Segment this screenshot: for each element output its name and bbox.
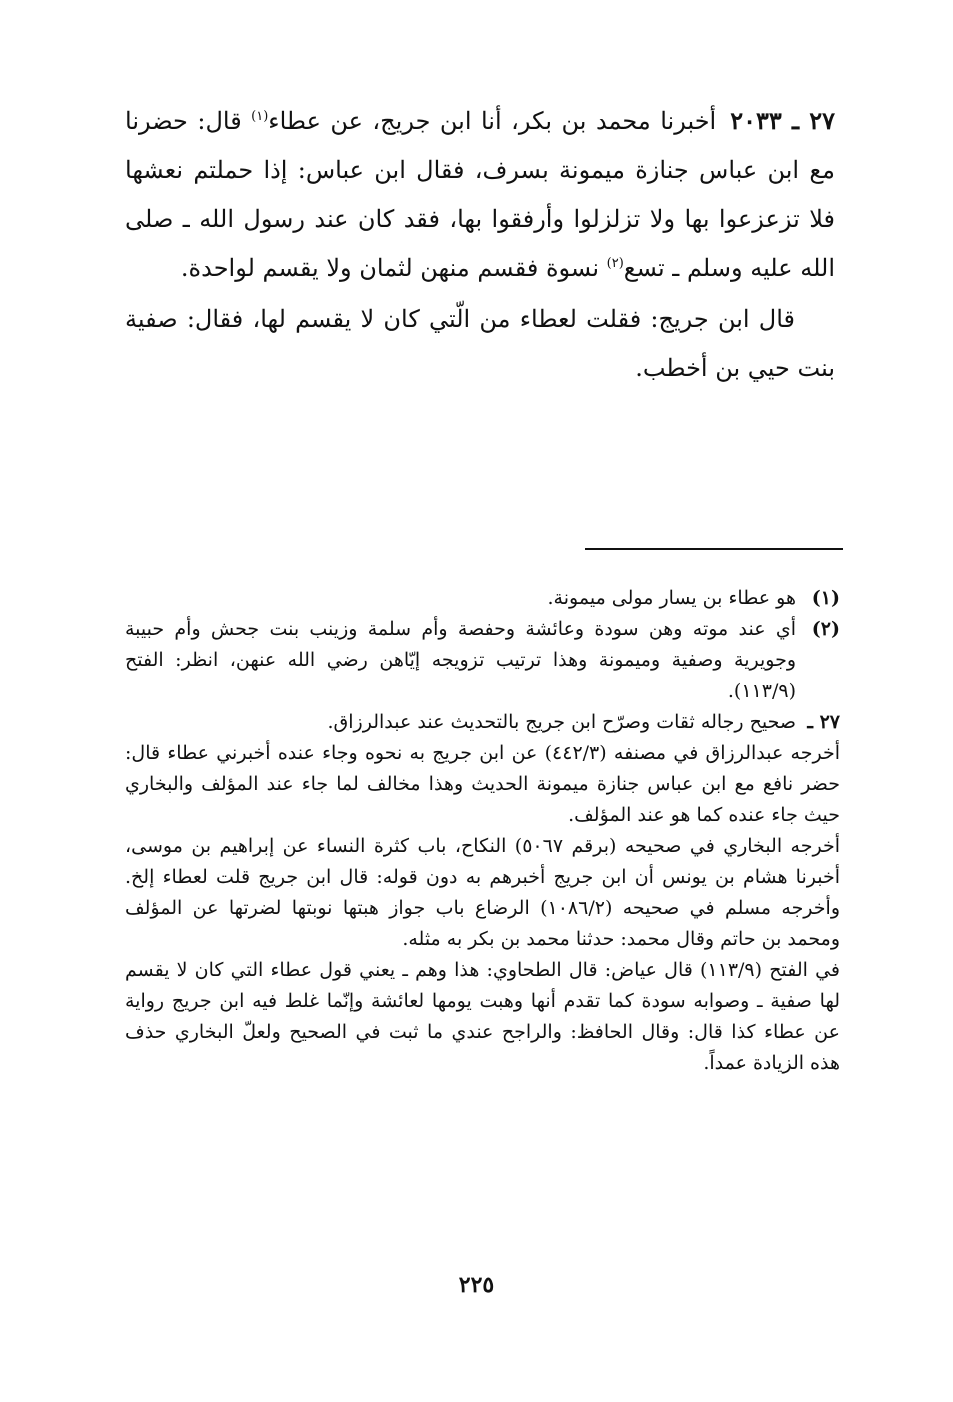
hadith-paragraph-2: قال ابن جريج: فقلت لعطاء من الّتي كان لا يقسم لها، فقال: صفية بنت حيي بن أخطب.	[125, 305, 835, 382]
footnote	[125, 614, 840, 707]
footnotes-section	[125, 583, 840, 1079]
hadith-text-c: نسوة فقسم منهن لثمان ولا يقسم لواحدة.	[180, 254, 607, 282]
footnote-separator	[585, 548, 843, 550]
footnote-text: هو عطاء بن يسار مولى ميمونة.	[547, 587, 796, 609]
footnote-text: صحيح رجاله ثقات وصرّح ابن جريج بالتحديث عند عبدالرزاق.	[327, 711, 796, 733]
footnote-marker: (٢)	[811, 618, 840, 640]
footnote	[125, 707, 840, 738]
hadith-paragraph	[125, 96, 835, 293]
footnote-text: أي عند موته وهن سودة وعائشة وحفصة وأم سلمة وزينب بنت جحش وأم حبيبة وجويرية وصفية وميمونة وهذا ترتيب تزويجه إيّاهن رضي الله عنهن، انظر: الفتح (١١٣/٩).	[125, 618, 796, 702]
commentary-paragraph: أخرجه عبدالرزاق في مصنفه (٤٤٢/٣) عن ابن جريج به نحوه وجاء عنده أخبرني عطاء قال: حضر نافع مع ابن عباس جنازة ميمونة الحديث وهذا مخالف لما جاء عند المؤلف والبخاري حيث جاء عنده كما هو عند المؤلف.	[125, 742, 841, 826]
hadith-text-b: قال: حضرنا مع ابن عباس جنازة ميمونة بسرف، فقال ابن عباس: إذا حملتم نعشها فلا تزعزعوا بها ولا تزلزلوا وأرفقوا بها، فقد كان عند رسول الله ـ صلى الله عليه وسلم ـ تسع	[125, 107, 835, 282]
footnote-marker: (١)	[811, 587, 840, 609]
footnote-ref-1: (١)	[251, 109, 269, 124]
footnote	[125, 583, 840, 614]
page-number: ٢٢٥	[458, 1272, 495, 1298]
footnote-marker: ٢٧ ـ	[807, 711, 840, 733]
hadith-number: ٢٧ ـ ٢٠٣٣	[730, 106, 835, 135]
commentary-paragraph: أخرجه البخاري في صحيحه (برقم ٥٠٦٧) النكاح، باب كثرة النساء عن إبراهيم بن موسى، أخبرنا هشام بن يونس أن ابن جريج أخبرهم به دون قوله: قال ابن جريج قلت لعطاء إلخ. وأخرجه مسلم في صحيحه (١٠٨٦/٢) الرضاع باب جواز هبتها نوبتها لضرتها عن المؤلف ومحمد بن حاتم وقال محمد: حدثنا محمد بن بكر به مثله.	[125, 835, 840, 950]
hadith-block	[125, 96, 835, 393]
hadith-text-a: أخبرنا محمد بن بكر، أنا ابن جريج، عن عطاء	[268, 107, 717, 135]
commentary-paragraph: في الفتح (١١٣/٩) قال عياض: قال الطحاوي: هذا وهم ـ يعني قول عطاء التي كان لا يقسم لها صفية ـ وصوابه سودة كما تقدم أنها وهبت يومها لعائشة وإنّما غلط فيه ابن جريج رواية عن عطاء كذا قال: وقال الحافظ: والراجح عندي ما ثبت في الصحيح ولعلّ البخاري حذف هذه الزيادة عمداً.	[125, 959, 840, 1074]
footnote-ref-2: (٢)	[606, 256, 624, 271]
